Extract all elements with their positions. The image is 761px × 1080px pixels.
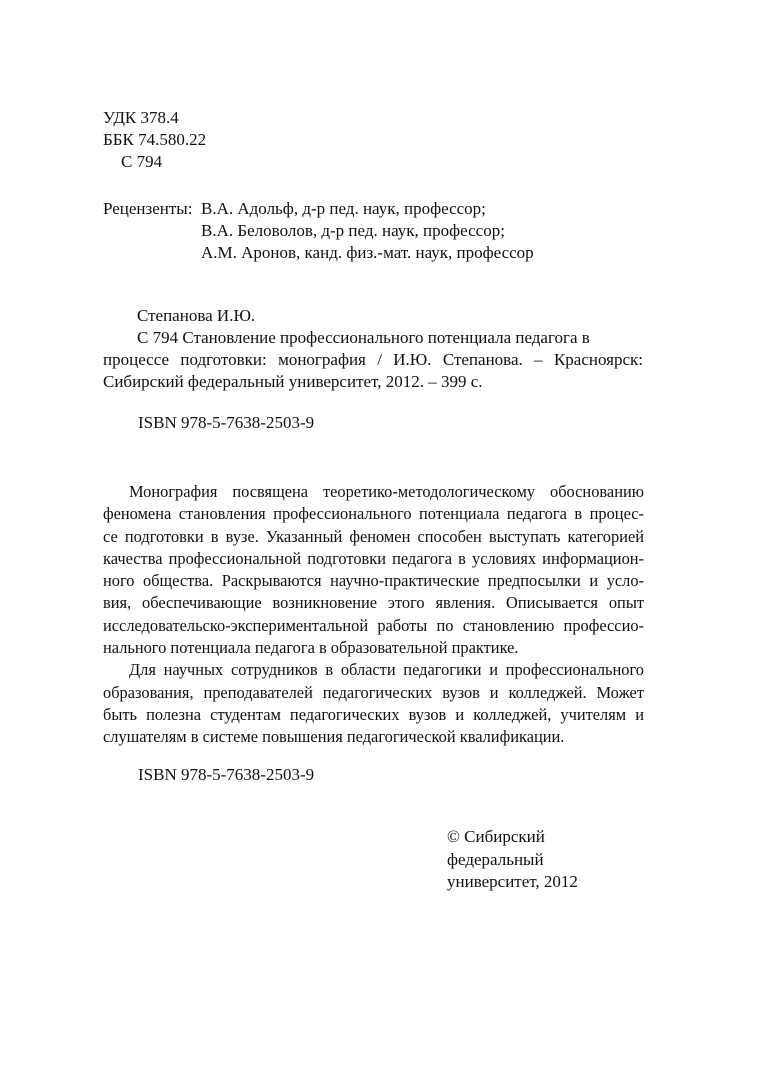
- abstract-p2-line: быть полезна студентам педагогических вузов и колледжей, учителям и: [103, 704, 644, 724]
- bibliographic-record: [103, 305, 643, 393]
- copyright-notice: [447, 826, 578, 894]
- abstract: [103, 481, 644, 749]
- reviewers-label: Рецензенты:: [103, 199, 193, 218]
- abstract-p1-line: качества профессиональной подготовки педагога в условиях информацион-: [103, 548, 644, 568]
- biblio-line-3: Сибирский федеральный университет, 2012. – 399 с.: [103, 372, 483, 391]
- abstract-p1-line: Монография посвящена теоретико-методологическому обоснованию: [129, 482, 644, 501]
- reviewer-2: В.А. Беловолов, д-р пед. наук, профессор;: [201, 221, 505, 240]
- abstract-p2-line: образования, преподавателей педагогических вузов и колледжей. Может: [103, 682, 644, 702]
- abstract-p1-line: вия, обеспечивающие возникновение этого явления. Описывается опыт: [103, 593, 644, 613]
- copyright-line-3: университет, 2012: [447, 872, 578, 891]
- abstract-p2-line: Для научных сотрудников в области педагогики и профессионального: [129, 660, 644, 680]
- reviewer-3: А.М. Аронов, канд. физ.-мат. наук, профессор: [201, 243, 534, 262]
- reviewer-1: В.А. Адольф, д-р пед. наук, профессор;: [201, 199, 486, 218]
- abstract-p1-line: ного общества. Раскрываются научно-практические предпосылки и усло-: [103, 571, 644, 591]
- abstract-p1-line: феномена становления профессионального потенциала педагога в процес-: [103, 504, 644, 524]
- copyright-line-1: © Сибирский: [447, 827, 545, 846]
- copyright-line-2: федеральный: [447, 849, 544, 869]
- bbk-code: ББК 74.580.22: [103, 130, 207, 149]
- biblio-line-1: С 794 Становление профессионального потенциала педагога в: [137, 328, 590, 347]
- udk-code: УДК 378.4: [103, 108, 179, 127]
- isbn-top: ISBN 978-5-7638-2503-9: [138, 413, 315, 432]
- isbn-bottom: ISBN 978-5-7638-2503-9: [138, 765, 315, 784]
- abstract-p1-line: се подготовки в вузе. Указанный феномен способен выступать категорией: [103, 526, 644, 546]
- author-sign: С 794: [121, 152, 163, 171]
- abstract-p1-line: нального потенциала педагога в образовательной практике.: [103, 638, 519, 658]
- abstract-p1-line: исследовательско-экспериментальной работы по становлению профессио-: [103, 615, 644, 635]
- biblio-author: Степанова И.Ю.: [137, 306, 256, 325]
- classification-codes: [103, 107, 206, 173]
- reviewers-block: [103, 198, 623, 264]
- abstract-p2-line: слушателям в системе повышения педагогической квалификации.: [103, 727, 565, 747]
- biblio-line-2: процессе подготовки: монография / И.Ю. Степанова. – Красноярск:: [103, 350, 643, 369]
